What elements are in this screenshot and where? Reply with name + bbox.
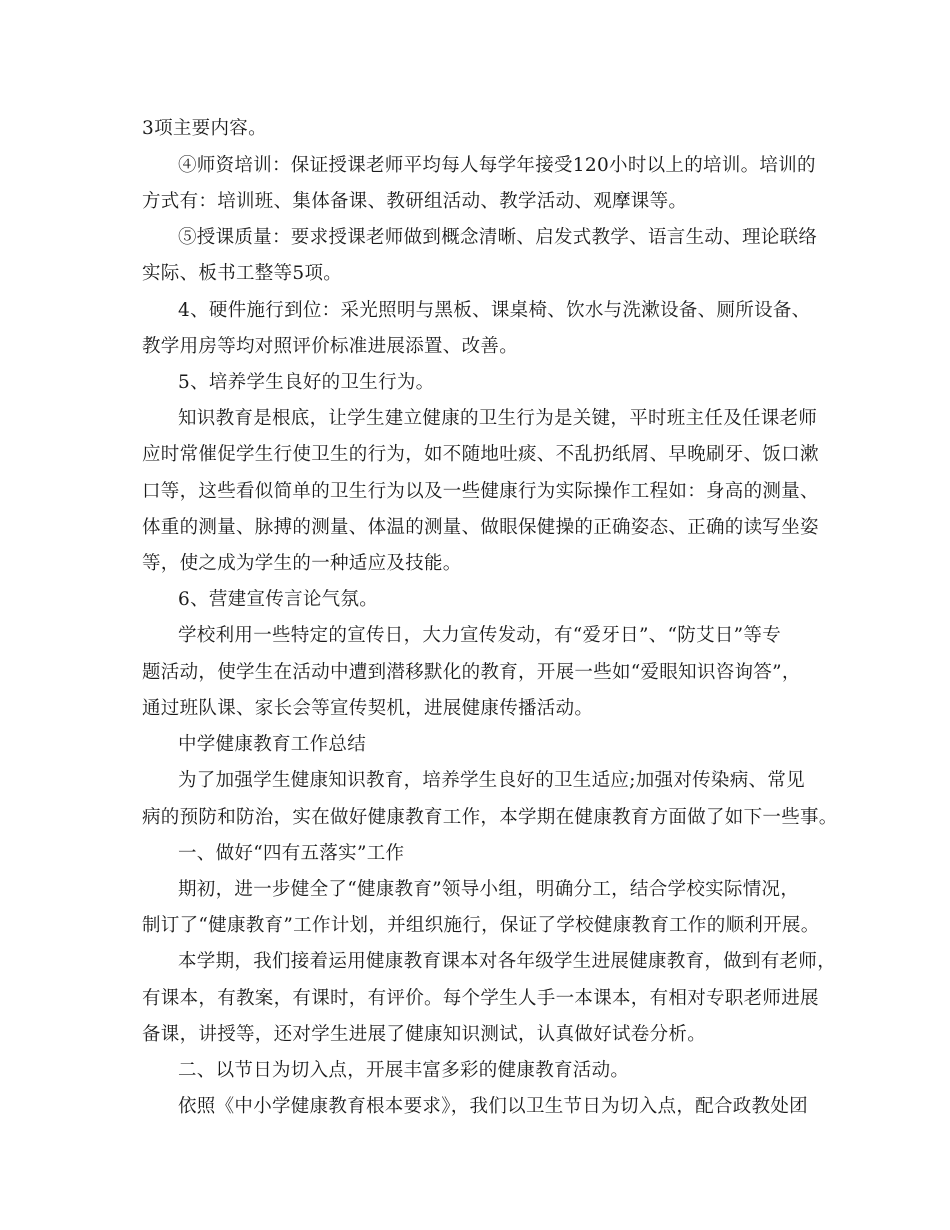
text-line: 期初，进一步健全了“健康教育”领导小组，明确分工，结合学校实际情况， bbox=[178, 879, 800, 900]
section-heading: 5、培养学生良好的卫生行为。 bbox=[178, 372, 435, 393]
section-heading: 一、做好“四有五落实”工作 bbox=[178, 843, 405, 864]
text-line: 为了加强学生健康知识教育，培养学生良好的卫生适应;加强对传染病、常见 bbox=[178, 770, 805, 791]
text-line: 方式有：培训班、集体备课、教研组活动、教学活动、观摩课等。 bbox=[142, 191, 688, 212]
section-heading: 6、营建宣传言论气氛。 bbox=[178, 589, 379, 610]
text-line: 病的预防和防治，实在做好健康教育工作，本学期在健康教育方面做了如下一些事。 bbox=[142, 807, 838, 828]
text-line: 通过班队课、家长会等宣传契机，进展健康传播活动。 bbox=[142, 698, 594, 719]
text-line: 应时常催促学生行使卫生的行为，如不随地吐痰、不乱扔纸屑、早晚刷牙、饭口漱 bbox=[142, 444, 819, 465]
text-line: 等，使之成为学生的一种适应及技能。 bbox=[142, 553, 462, 574]
text-line: 本学期，我们接着运用健康教育课本对各年级学生进展健康教育，做到有老师， bbox=[178, 951, 837, 972]
text-line: 题活动，使学生在活动中遭到潜移默化的教育，开展一些如“爱眼知识咨询答”， bbox=[142, 662, 801, 683]
text-line: 实际、板书工整等5项。 bbox=[142, 263, 343, 284]
text-line: 口等，这些看似简单的卫生行为以及一些健康行为实际操作工程如：身高的测量、 bbox=[142, 481, 819, 502]
text-line: 学校利用一些特定的宣传日，大力宣传发动，有“爱牙日”、“防艾日”等专 bbox=[178, 625, 782, 646]
text-line: 3项主要内容。 bbox=[142, 118, 267, 139]
text-line: 依照《中小学健康教育根本要求》，我们以卫生节日为切入点，配合政教处团 bbox=[178, 1096, 808, 1117]
text-line: 制订了“健康教育”工作计划，并组织施行，保证了学校健康教育工作的顺利开展。 bbox=[142, 915, 820, 936]
text-line: ⑤授课质量：要求授课老师做到概念清晰、启发式教学、语言生动、理论联络 bbox=[178, 227, 818, 248]
text-line: 4、硬件施行到位：采光照明与黑板、课桌椅、饮水与洗漱设备、厕所设备、 bbox=[178, 300, 811, 321]
text-line: 体重的测量、脉搏的测量、体温的测量、做眼保健操的正确姿态、正确的读写坐姿 bbox=[142, 517, 819, 538]
text-line: 有课本，有教案，有课时，有评价。每个学生人手一本课本，有相对专职老师进展 bbox=[142, 988, 819, 1009]
text-line: ④师资培训：保证授课老师平均每人每学年接受120小时以上的培训。培训的 bbox=[178, 155, 816, 176]
text-line: 教学用房等均对照评价标准进展添置、改善。 bbox=[142, 336, 519, 357]
document-title: 中学健康教育工作总结 bbox=[178, 734, 367, 755]
section-heading: 二、以节日为切入点，开展丰富多彩的健康教育活动。 bbox=[178, 1060, 630, 1081]
text-line: 知识教育是根底，让学生建立健康的卫生行为是关键，平时班主任及任课老师 bbox=[178, 408, 818, 429]
text-line: 备课，讲授等，还对学生进展了健康知识测试，认真做好试卷分析。 bbox=[142, 1024, 707, 1045]
